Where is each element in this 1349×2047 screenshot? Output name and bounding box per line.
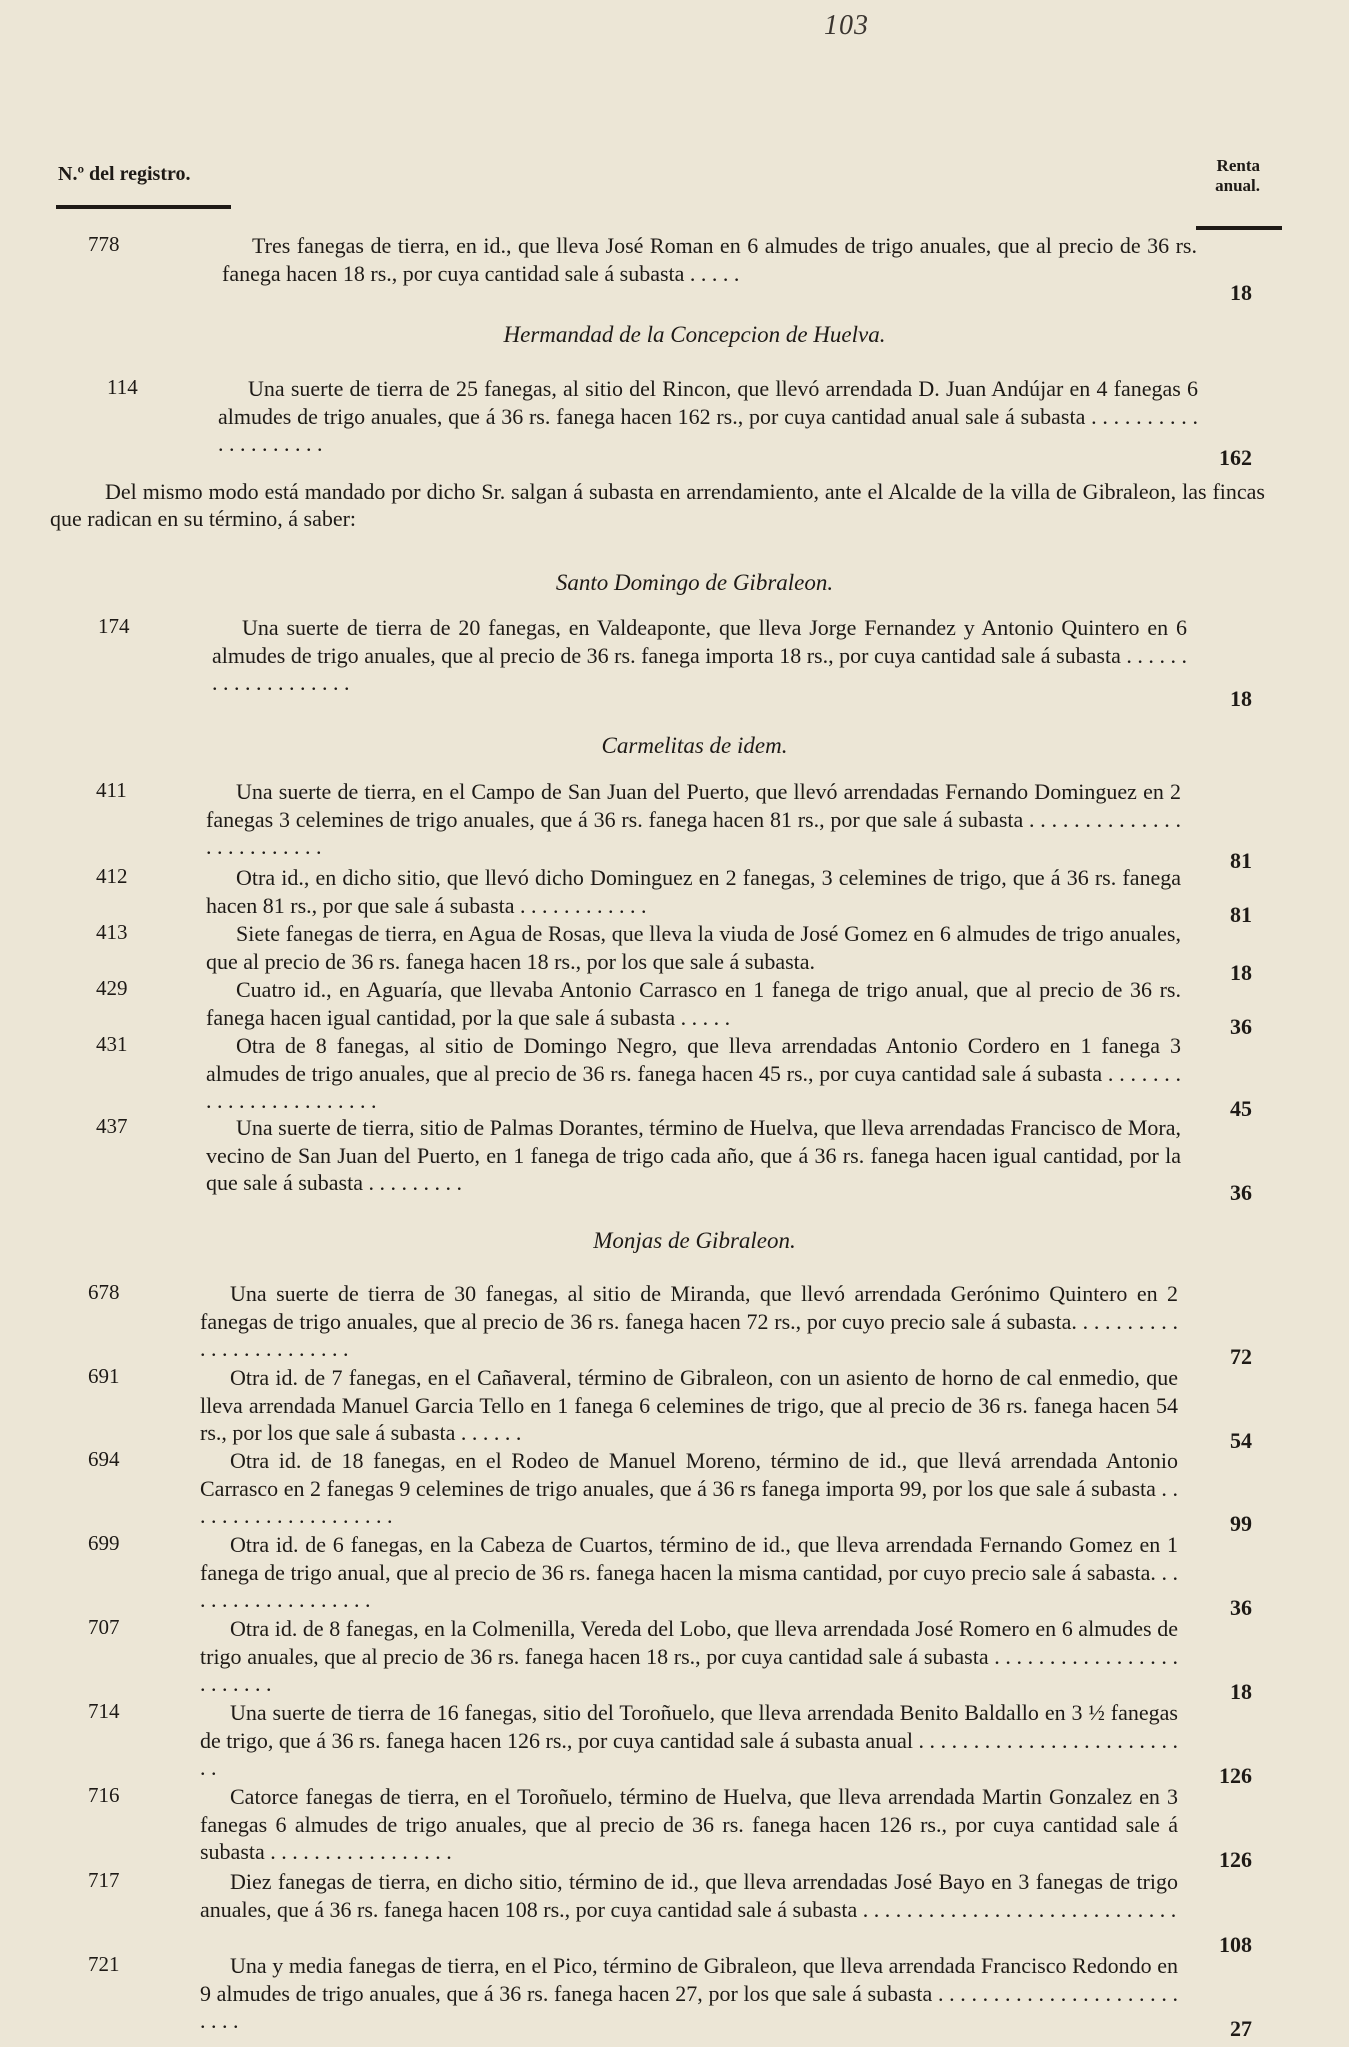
registry-number: 437 xyxy=(96,1114,128,1138)
entry-text: Catorce fanegas de tierra, en el Toroñuelo, término de Huelva, que lleva arrendada Martin Gonzalez en 3 fanegas 6 almudes de trigo anuales, que al precio de 36 rs. fanega hacen 126 rs., por cuya cantidad sale á subasta . . . . . . . . . . . . . . . . . xyxy=(200,1784,1178,1864)
annual-rent: 36 xyxy=(1230,1014,1252,1039)
annual-rent: 99 xyxy=(1230,1511,1252,1536)
entry-text: Una suerte de tierra de 16 fanegas, sitio del Toroñuelo, que lleva arrendada Benito Baldallo en 3 ½ fanegas de trigo, que á 36 rs. fanega hacen 126 rs., por cuya cantidad sale á subasta anual . . . . . . . . . . . . . . . . . . . . . . . . . . xyxy=(200,1700,1178,1780)
entry-text: Otra id. de 7 fanegas, en el Cañaveral, término de Gibraleon, con un asiento de horno de cal enmedio, que lleva arrendada Manuel Garcia Tello en 1 fanega 6 celemines de trigo, que al precio de 36 rs. fanega hacen 54 rs., por los que sale á subasta . . . . . . xyxy=(200,1365,1178,1445)
registry-number: 412 xyxy=(96,864,128,888)
registry-number: 678 xyxy=(88,1280,120,1304)
registry-number: 717 xyxy=(88,1868,120,1892)
annual-rent: 81 xyxy=(1230,902,1252,927)
annual-rent: 162 xyxy=(1219,445,1252,470)
section-heading: Monjas de Gibraleon. xyxy=(593,1228,796,1253)
entry-text: Una suerte de tierra, sitio de Palmas Dorantes, término de Huelva, que lleva arrendadas Francisco de Mora, vecino de San Juan del Puerto, en 1 fanega de trigo cada año, que á 36 rs. fanega hacen igual cantidad, por la que sale á subasta . . . . . . . . . xyxy=(206,1115,1181,1195)
entry-text: Una y media fanegas de tierra, en el Pico, término de Gibraleon, que lleva arrendada Francisco Redondo en 9 almudes de trigo anuales, que á 36 rs. fanega hacen 27, por los que sale á subasta . . . . . . . . . . . . . . . . . . . . . . . . . . xyxy=(200,1953,1178,2033)
annual-rent: 126 xyxy=(1219,1847,1252,1872)
entry-text: Siete fanegas de tierra, en Agua de Rosas, que lleva la viuda de José Gomez en 6 almudes de trigo anuales, que al precio de 36 rs. fanega hacen 18 rs., por los que sale á subasta. xyxy=(206,921,1181,974)
entry-text: Cuatro id., en Aguaría, que llevaba Antonio Carrasco en 1 fanega de trigo anual, que al precio de 36 rs. fanega hacen igual cantidad, por la que sale á subasta . . . . . xyxy=(206,977,1181,1030)
annual-rent: 18 xyxy=(1230,960,1252,985)
section-heading: Hermandad de la Concepcion de Huelva. xyxy=(503,322,886,347)
registry-number: 714 xyxy=(88,1699,120,1723)
registry-number: 707 xyxy=(88,1615,120,1639)
annual-rent: 18 xyxy=(1230,1679,1252,1704)
annual-rent: 108 xyxy=(1219,1932,1252,1957)
registry-number: 721 xyxy=(88,1952,120,1976)
annual-rent: 54 xyxy=(1230,1428,1252,1453)
annual-rent: 36 xyxy=(1230,1180,1252,1205)
registry-number: 411 xyxy=(96,778,127,802)
annual-rent: 18 xyxy=(1230,280,1252,305)
registry-number: 114 xyxy=(107,375,138,399)
entry-text: Una suerte de tierra de 20 fanegas, en Valdeaponte, que lleva Jorge Fernandez y Antonio Quintero en 6 almudes de trigo anuales, que al precio de 36 rs. fanega importa 18 rs., por cuya cantidad sale á subasta . . . . . . . . . . . . . . . . . . . xyxy=(212,615,1187,695)
intro-paragraph: Del mismo modo está mandado por dicho Sr. salgan á subasta en arrendamiento, ante el Alcalde de la villa de Gibraleon, las fincas que radican en su término, á saber: xyxy=(50,479,1265,531)
registry-number: 429 xyxy=(96,976,128,1000)
annual-rent: 27 xyxy=(1230,2016,1252,2041)
annual-rent: 18 xyxy=(1230,686,1252,711)
entry-text: Una suerte de tierra de 25 fanegas, al sitio del Rincon, que llevó arrendada D. Juan Andújar en 4 fanegas 6 almudes de trigo anuales, que á 36 rs. fanega hacen 162 rs., por cuya cantidad anual sale á subasta . . . . . . . . . . . . . . . . . . . . xyxy=(218,376,1198,456)
entry-text: Diez fanegas de tierra, en dicho sitio, término de id., que lleva arrendadas José Bayo en 3 fanegas de trigo anuales, que á 36 rs. fanega hacen 108 rs., por cuya cantidad sale á subasta . . . . . . . . . . . . . . . . . . . . . . . . . . . . . xyxy=(200,1869,1178,1922)
registry-number: 699 xyxy=(88,1531,120,1555)
entry-text: Una suerte de tierra, en el Campo de San Juan del Puerto, que llevó arrendadas Fernando Dominguez en 2 fanegas 3 celemines de trigo anuales, que á 36 rs. fanega hacen 81 rs., por que sale á subasta . . . . . . . . . . . . . . . . . . . . . . . . . xyxy=(206,779,1181,859)
registry-number: 778 xyxy=(88,232,120,256)
entry-text: Otra id. de 6 fanegas, en la Cabeza de Cuartos, término de id., que lleva arrendada Fernando Gomez en 1 fanega de trigo anual, que al precio de 36 rs. fanega hacen la misma cantidad, por cuyo precio sale á sabasta. . . . . . . . . . . . . . . . . . . xyxy=(200,1532,1178,1612)
registry-number: 691 xyxy=(88,1364,120,1388)
section-heading: Carmelitas de idem. xyxy=(601,733,788,758)
entry-text: Otra id. de 18 fanegas, en el Rodeo de Manuel Moreno, término de id., que llevá arrendada Antonio Carrasco en 2 fanegas 9 celemines de trigo anuales, que á 36 rs fanega importa 99, por los que sale á subasta . . . . . . . . . . . . . . . . . . . . xyxy=(200,1448,1178,1528)
entry-text: Otra id. de 8 fanegas, en la Colmenilla, Vereda del Lobo, que lleva arrendada José Romero en 6 almudes de trigo anuales, que al precio de 36 rs. fanega hacen 18 rs., por cuya cantidad sale á subasta . . . . . . . . . . . . . . . . . . . . . . . . xyxy=(200,1616,1178,1696)
annual-rent: 72 xyxy=(1230,1344,1252,1369)
entry-text: Una suerte de tierra de 30 fanegas, al sitio de Miranda, que llevó arrendada Gerónimo Quintero en 2 fanegas de trigo anuales, que al precio de 36 rs. fanega hacen 72 rs., por cuyo precio sale á subasta. . . . . . . . . . . . . . . . . . . . . . . . xyxy=(200,1281,1178,1361)
registry-number: 413 xyxy=(96,920,128,944)
registry-number: 174 xyxy=(98,614,130,638)
entry-text: Otra id., en dicho sitio, que llevó dicho Dominguez en 2 fanegas, 3 celemines de trigo, que á 36 rs. fanega hacen 81 rs., por que sale á subasta . . . . . . . . . . . . xyxy=(206,865,1181,918)
annual-rent: 36 xyxy=(1230,1595,1252,1620)
header-registro: N.º del registro. xyxy=(58,163,191,185)
folio-number: 103 xyxy=(824,10,869,41)
header-rule-left xyxy=(56,205,231,209)
registry-number: 716 xyxy=(88,1783,120,1807)
entry-text: Otra de 8 fanegas, al sitio de Domingo Negro, que lleva arrendadas Antonio Cordero en 1 fanega 3 almudes de trigo anuales, que al precio de 36 rs. fanega hacen 45 rs., por cuya cantidad sale á subasta . . . . . . . . . . . . . . . . . . . . . . . xyxy=(206,1033,1181,1113)
section-heading: Santo Domingo de Gibraleon. xyxy=(555,570,834,595)
registry-number: 694 xyxy=(88,1447,120,1471)
annual-rent: 45 xyxy=(1230,1096,1252,1121)
registry-number: 431 xyxy=(96,1032,128,1056)
header-renta: Renta anual. xyxy=(1215,156,1260,195)
annual-rent: 126 xyxy=(1219,1763,1252,1788)
header-rule-right xyxy=(1196,226,1282,230)
entry-text: Tres fanegas de tierra, en id., que lleva José Roman en 6 almudes de trigo anuales, que al precio de 36 rs. fanega hacen 18 rs., por cuya cantidad sale á subasta . . . . . xyxy=(222,233,1197,286)
annual-rent: 81 xyxy=(1230,848,1252,873)
